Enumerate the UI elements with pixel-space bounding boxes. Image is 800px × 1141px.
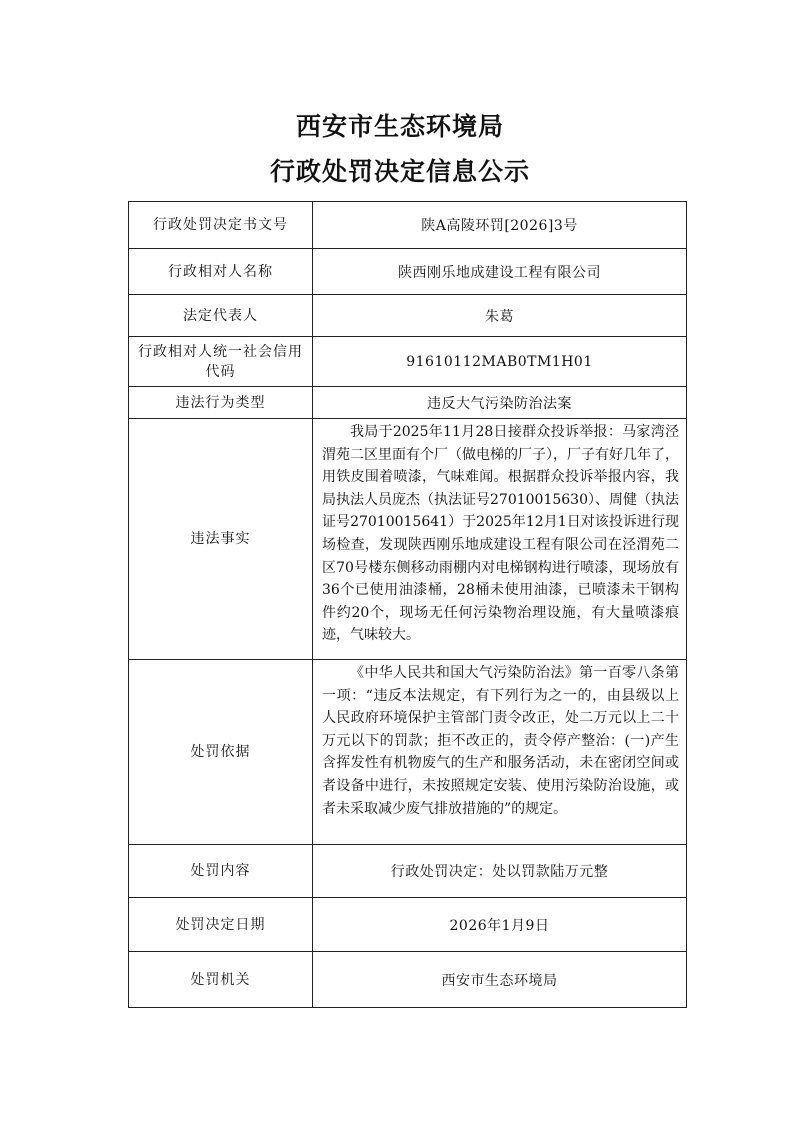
info-table [128,201,687,1008]
row-label-facts: 违法事实 [129,419,313,660]
row-label-penalty: 处罚内容 [129,845,313,898]
table-row [129,202,687,249]
basis-text: 《中华人民共和国大气污染防治法》第一百零八条第一项：“违反本法规定，有下列行为之一的，由县级以上人民政府环境保护主管部门责令改正，处二万元以上二十万元以下的罚款；拒不改正的，责令停产整治：(一)产生含挥发性有机物废气的生产和服务活动，未在密闭空间或者设备中进行，未按照规定安装、使用污染防治设施，或者未采取减少废气排放措施的”的规定。 [322,665,679,817]
table-row [129,845,687,898]
row-label-violation-type: 违法行为类型 [129,387,313,419]
row-label-doc-number: 行政处罚决定书文号 [129,202,313,249]
table-row [129,952,687,1008]
table-row [129,249,687,295]
row-label-party-name: 行政相对人名称 [129,249,313,295]
row-label-authority: 处罚机关 [129,952,313,1008]
row-value-basis [313,660,687,845]
table-row [129,295,687,337]
row-value-party-name: 陕西刚乐地成建设工程有限公司 [313,249,687,295]
page-title: 西安市生态环境局 [295,112,504,141]
row-label-legal-rep: 法定代表人 [129,295,313,337]
row-value-violation-type: 违反大气污染防治法案 [313,387,687,419]
row-value-authority: 西安市生态环境局 [313,952,687,1008]
facts-text: 我局于2025年11月28日接群众投诉举报：马家湾泾渭苑二区里面有个厂（做电梯的厂子），厂子有好几年了，用铁皮围着喷漆，气味难闻。根据群众投诉举报内容，我局执法人员庞杰（执法证号27010015630）、周健（执法证号27010015641）于2025年12月1日对该投诉进行现场检查，发现陕西刚乐地成建设工程有限公司在泾渭苑二区70号楼东侧移动雨棚内对电梯钢构进行喷漆，现场放有36个已使用油漆桶，28桶未使用油漆，已喷漆未干钢构件约20个，现场无任何污染物治理设施，有大量喷漆痕迹，气味较大。 [322,424,679,644]
row-label-basis: 处罚依据 [129,660,313,845]
row-value-doc-number: 陕A高陵环罚[2026]3号 [313,202,687,249]
row-value-penalty: 行政处罚决定：处以罚款陆万元整 [313,845,687,898]
row-value-facts [313,419,687,660]
row-value-legal-rep: 朱葛 [313,295,687,337]
row-value-decision-date: 2026年1月9日 [313,898,687,952]
table-row [129,660,687,845]
page-subtitle: 行政处罚决定信息公示 [269,157,530,186]
row-label-credit-code: 行政相对人统一社会信用代码 [129,337,313,387]
row-label-decision-date: 处罚决定日期 [129,898,313,952]
table-row [129,337,687,387]
table-row [129,898,687,952]
table-row [129,419,687,660]
row-value-credit-code: 91610112MAB0TM1H01 [313,337,687,387]
table-row [129,387,687,419]
